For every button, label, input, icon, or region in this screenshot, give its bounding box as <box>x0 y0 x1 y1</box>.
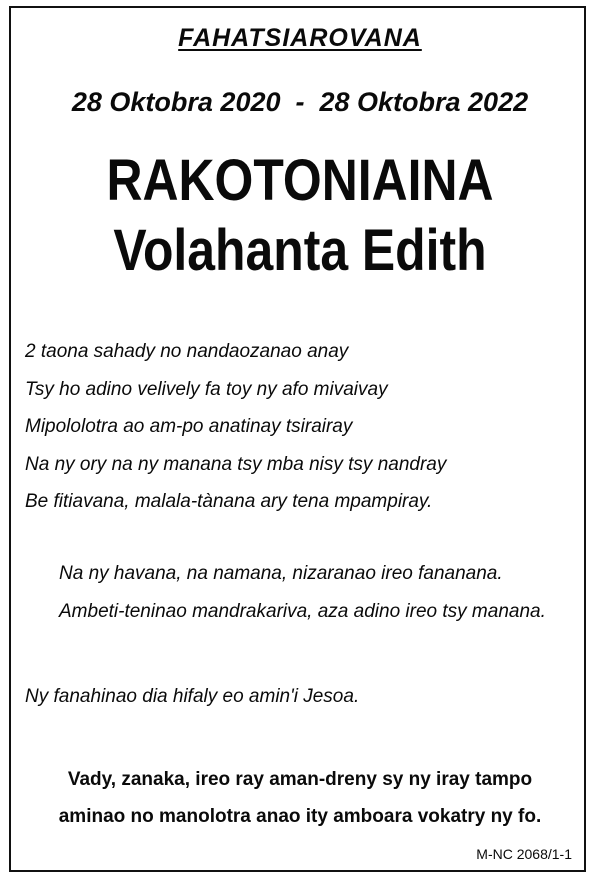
dedication-line: aminao no manolotra anao ity amboara vokatry ny fo. <box>58 806 542 827</box>
poem-line: Na ny havana, na namana, nizaranao ireo fananana. <box>59 563 503 584</box>
dedication-line: Vady, zanaka, ireo ray aman-dreny sy ny iray tampo <box>67 769 533 790</box>
poem-stanza-3 <box>25 678 359 716</box>
poem-line: Na ny ory na ny manana tsy mba nisy tsy nandray <box>25 453 447 475</box>
poem-stanza-1 <box>25 333 446 521</box>
poem-line: Be fitiavana, malala-tànana ary tena mpampiray. <box>25 491 433 512</box>
poem-line: Ny fanahinao dia hifaly eo amin'i Jesoa. <box>25 686 360 707</box>
reference-code: M-NC 2068/1-1 <box>476 846 572 862</box>
deceased-surname: RAKOTONIAINA <box>106 148 494 213</box>
notice-heading: FAHATSIAROVANA <box>178 24 422 52</box>
deceased-given-names: Volahanta Edith <box>113 218 487 283</box>
poem-stanza-2 <box>59 555 546 630</box>
poem-line: 2 taona sahady no nandaozanao anay <box>25 341 349 362</box>
family-dedication <box>0 761 600 835</box>
poem-line: Tsy ho adino velively fa toy ny afo mivaivay <box>25 378 388 400</box>
poem-line: Mipololotra ao am-po anatinay tsirairay <box>25 416 353 437</box>
date-range: 28 Oktobra 2020 - 28 Oktobra 2022 <box>71 87 529 117</box>
poem-line: Ambeti-teninao mandrakariva, aza adino ireo tsy manana. <box>59 600 546 622</box>
